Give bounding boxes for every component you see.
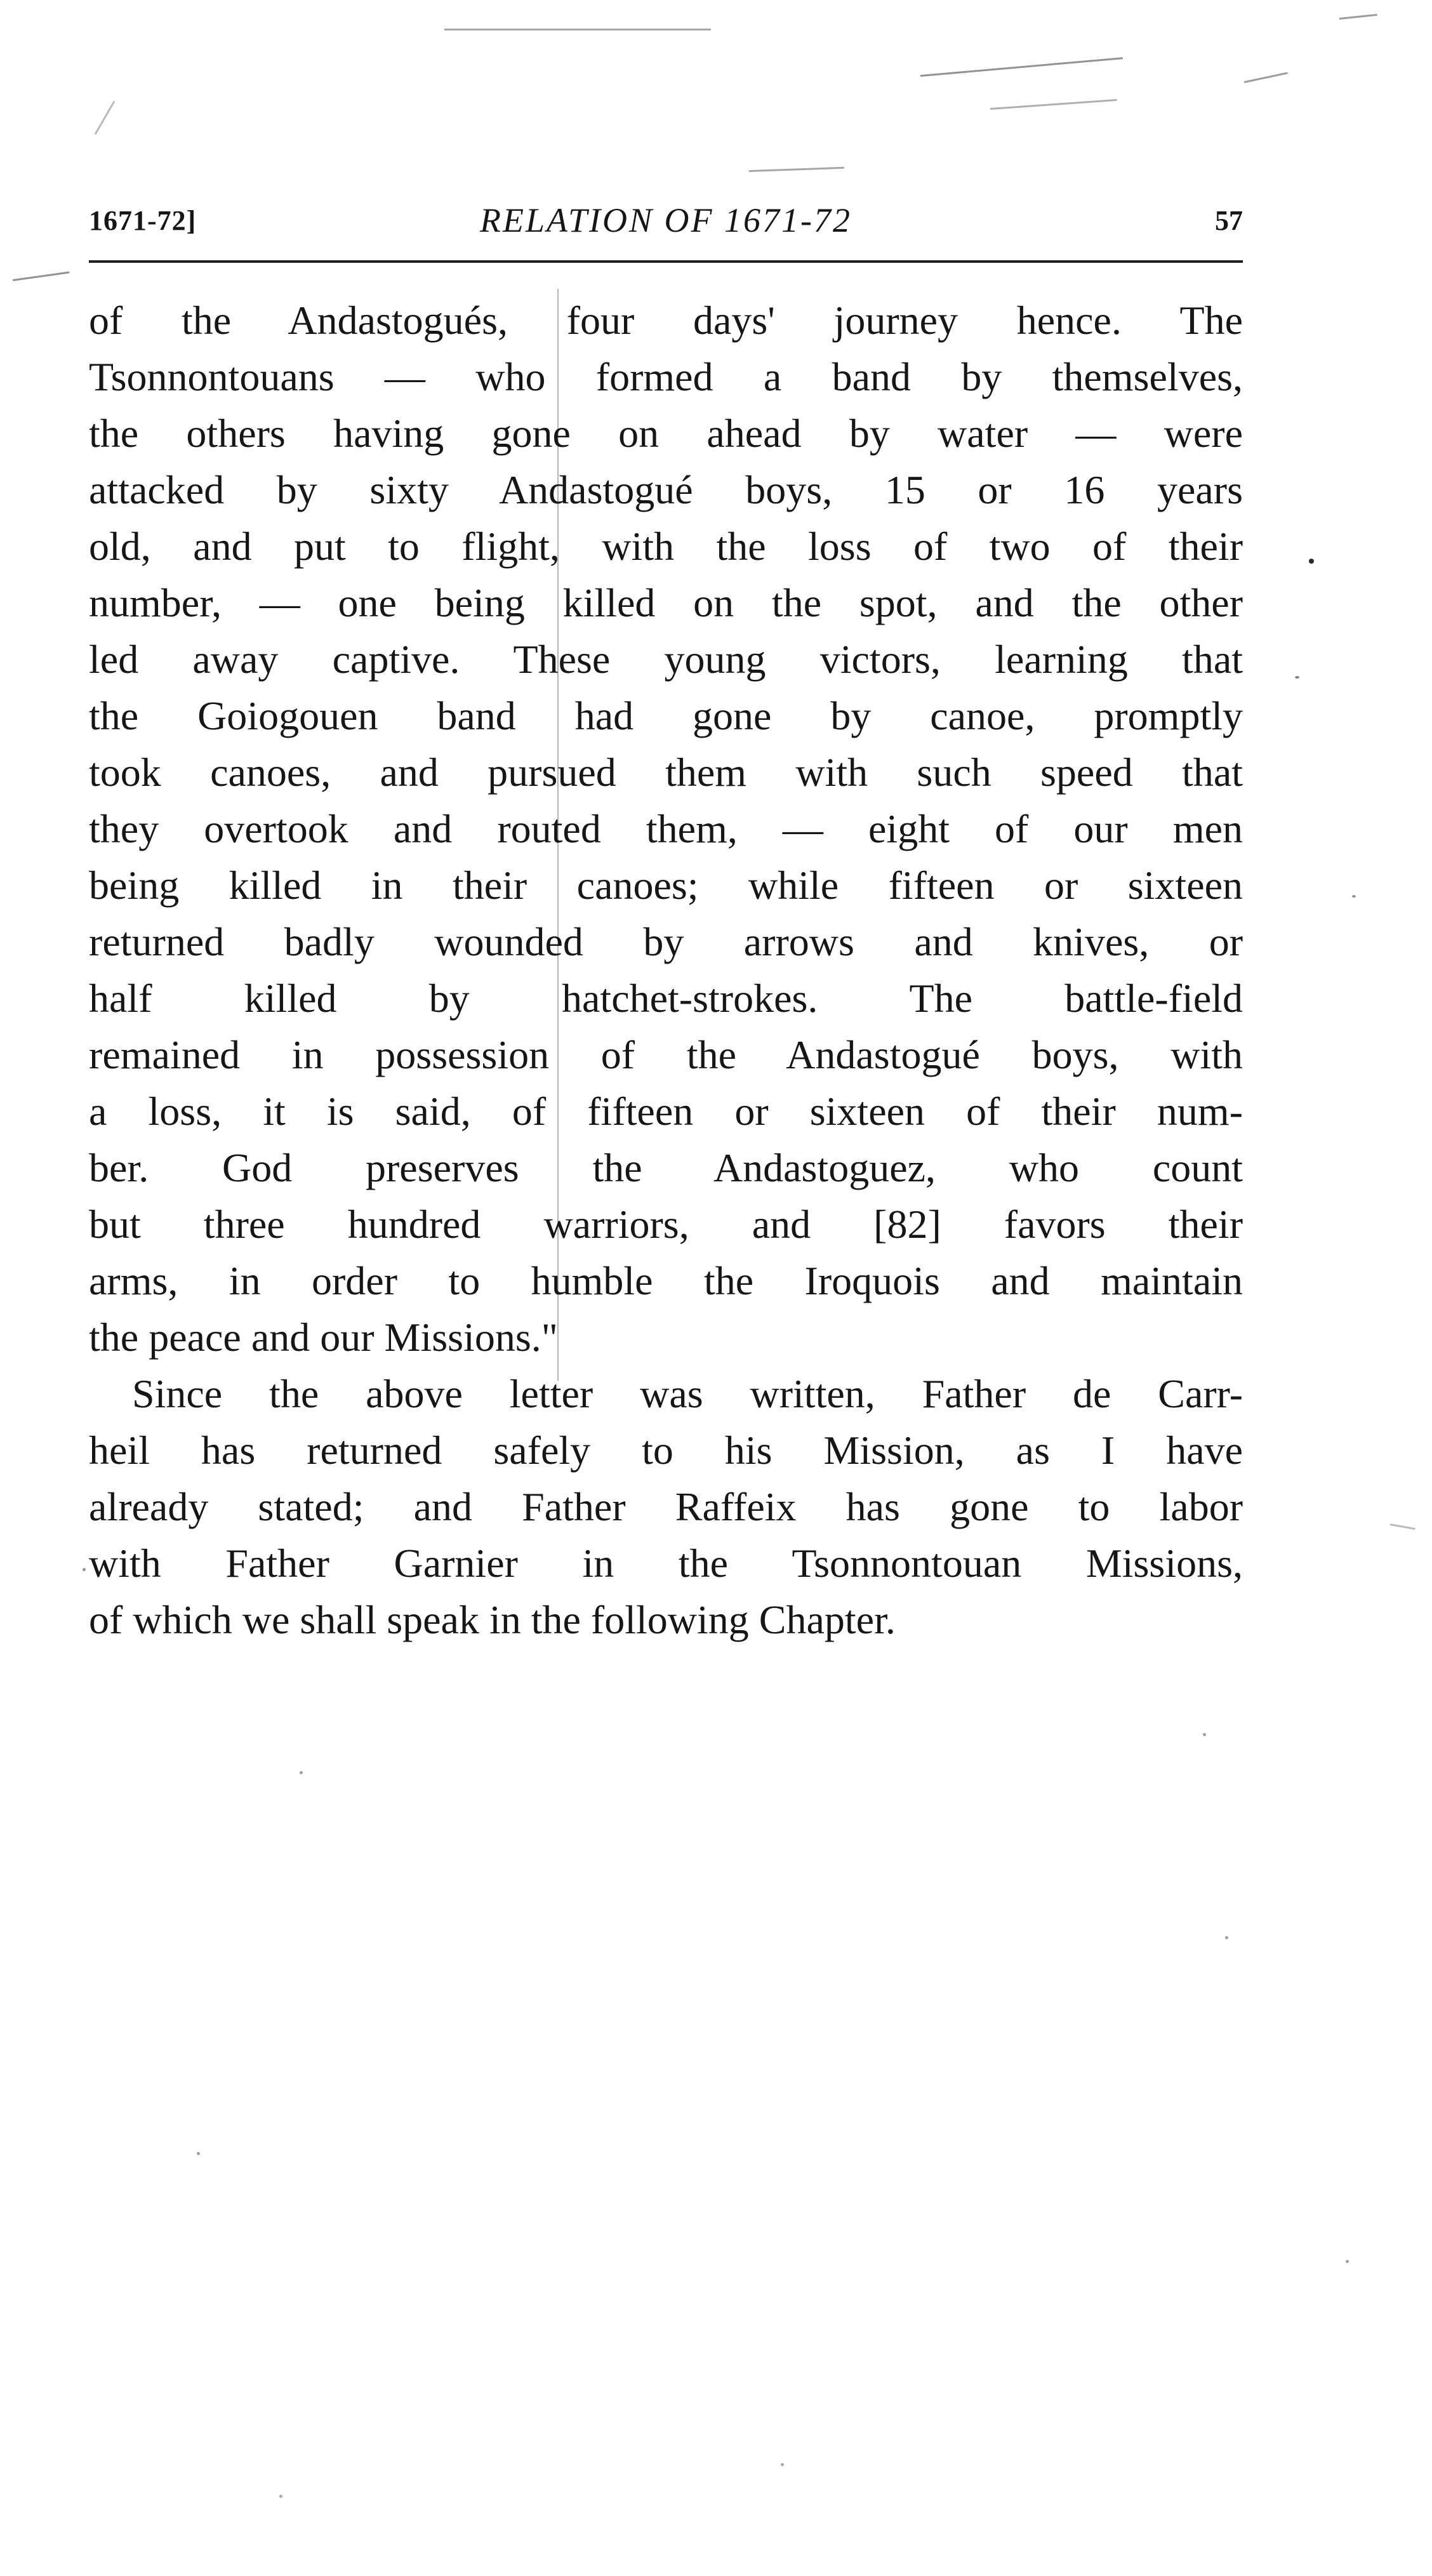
text-line: the Goiogouen band had gone by canoe, promptly	[89, 693, 1243, 738]
text-line: remained in possession of the Andastogué boys, with	[89, 1032, 1243, 1077]
scan-artifact	[13, 271, 70, 281]
scan-artifact	[749, 167, 844, 172]
scan-speck	[300, 1771, 303, 1774]
text-line: old, and put to flight, with the loss of two of their	[89, 524, 1243, 569]
scan-speck	[781, 2463, 784, 2466]
text-line: heil has returned safely to his Mission, as I have	[89, 1428, 1243, 1473]
scan-artifact	[920, 57, 1123, 77]
text-line: being killed in their canoes; while fifteen or sixteen	[89, 863, 1243, 908]
text-line: returned badly wounded by arrows and knives, or	[89, 919, 1243, 964]
header-rule	[89, 260, 1243, 263]
text-line: of which we shall speak in the following Chapter.	[89, 1597, 896, 1642]
text-line: Tsonnontouans — who formed a band by themselves,	[89, 354, 1243, 399]
text-line: attacked by sixty Andastogué boys, 15 or 16 years	[89, 467, 1243, 512]
paragraph	[89, 1365, 1243, 1648]
text-line: the peace and our Missions."	[89, 1315, 558, 1360]
scan-speck	[1346, 2260, 1349, 2263]
text-line: with Father Garnier in the Tsonnontouan Missions,	[89, 1541, 1243, 1586]
scan-artifact	[1244, 72, 1288, 83]
text-line: a loss, it is said, of fifteen or sixteen of their num-	[89, 1089, 1243, 1134]
text-line: led away captive. These young victors, learning that	[89, 637, 1243, 682]
text-line: the others having gone on ahead by water — were	[89, 411, 1243, 456]
paragraph	[89, 292, 1243, 1365]
header-year-range: 1671-72]	[89, 205, 197, 236]
text-line: but three hundred warriors, and [82] favors their	[89, 1202, 1243, 1247]
header-title: RELATION OF 1671-72	[480, 201, 852, 239]
scan-speck	[1295, 676, 1299, 679]
text-line: of the Andastogués, four days' journey hence. The	[89, 298, 1243, 343]
body-text	[89, 292, 1243, 1648]
scan-artifact	[1339, 14, 1377, 20]
scan-speck	[1225, 1936, 1228, 1939]
page-number: 57	[1215, 205, 1243, 236]
scan-speck	[1309, 559, 1314, 564]
text-line: arms, in order to humble the Iroquois and maintain	[89, 1258, 1243, 1303]
scan-artifact	[95, 101, 116, 135]
text-line: half killed by hatchet-strokes. The battle-field	[89, 976, 1243, 1021]
scan-speck	[197, 2152, 200, 2155]
text-line: took canoes, and pursued them with such speed that	[89, 750, 1243, 795]
running-header	[89, 197, 1243, 248]
scan-artifact	[990, 99, 1117, 110]
scan-speck	[1352, 895, 1356, 898]
scan-speck	[1203, 1733, 1206, 1736]
scan-artifact	[444, 29, 711, 30]
text-line: already stated; and Father Raffeix has gone to labor	[89, 1484, 1243, 1529]
scan-speck	[279, 2495, 282, 2498]
text-line: ber. God preserves the Andastoguez, who count	[89, 1145, 1243, 1190]
text-line: Since the above letter was written, Father de Carr-	[132, 1371, 1243, 1416]
text-line: they overtook and routed them, — eight of our men	[89, 806, 1243, 851]
scan-artifact	[1390, 1524, 1415, 1530]
scan-speck	[83, 1568, 86, 1571]
text-line: number, — one being killed on the spot, and the other	[89, 580, 1243, 625]
